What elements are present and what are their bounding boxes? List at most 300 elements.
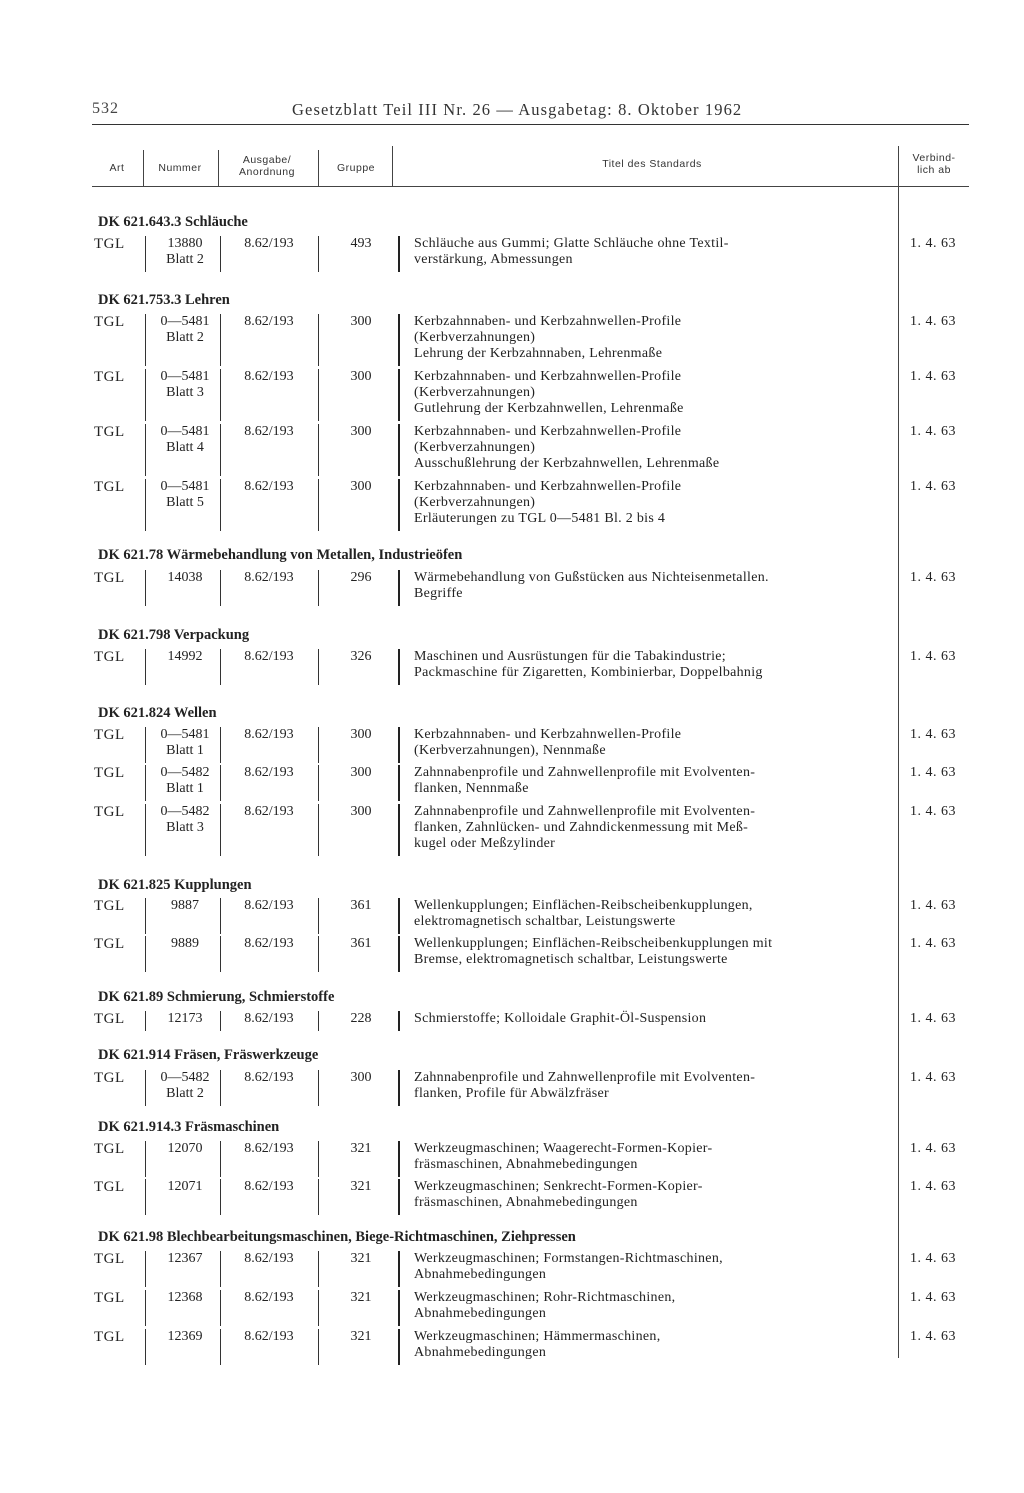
standard-entry (92, 1179, 969, 1215)
column-separator (145, 1070, 146, 1106)
standard-type: TGL (94, 1179, 125, 1195)
standard-order: 8.62/193 (244, 1141, 294, 1156)
standard-type: TGL (94, 804, 125, 820)
column-separator (220, 727, 221, 763)
standard-type: TGL (94, 727, 125, 743)
standard-title (414, 314, 884, 362)
page-header (92, 100, 972, 122)
standard-type: TGL (94, 1070, 125, 1086)
standard-title (414, 1179, 884, 1211)
standard-title-line: fräsmaschinen, Abnahmebedingungen (414, 1157, 638, 1172)
standard-number-cell (150, 898, 220, 914)
column-separator (220, 936, 221, 972)
standard-effective-date: 1. 4. 63 (910, 369, 956, 384)
standard-number-cell (150, 236, 220, 268)
standard-number: 12070 (167, 1141, 203, 1156)
standard-number: 0—5482 (160, 765, 210, 780)
column-separator (398, 1141, 400, 1177)
standard-group: 361 (350, 898, 372, 913)
standard-effective-date: 1. 4. 63 (910, 314, 956, 329)
column-separator (220, 1179, 221, 1215)
column-separator (398, 314, 400, 366)
standard-effective-date: 1. 4. 63 (910, 1251, 956, 1266)
standard-entry (92, 649, 969, 685)
column-separator (398, 936, 400, 972)
standard-entry (92, 1011, 969, 1031)
column-separator (145, 236, 146, 272)
column-separator (220, 765, 221, 801)
standard-number-cell (150, 479, 220, 511)
header-divider-4 (392, 146, 393, 186)
column-separator (145, 1251, 146, 1287)
standard-title-line: Begriffe (414, 586, 463, 601)
section-heading: DK 621.798 Verpackung (98, 627, 250, 643)
column-separator (145, 898, 146, 934)
standard-title-line: fräsmaschinen, Abnahmebedingungen (414, 1195, 638, 1210)
standard-entry (92, 1141, 969, 1177)
column-separator (318, 1329, 319, 1365)
standard-number: 12369 (167, 1329, 203, 1344)
column-separator (220, 1290, 221, 1326)
standard-title-line: flanken, Zahnlücken- und Zahndickenmessung mit Meß- (414, 820, 749, 835)
column-separator (398, 236, 400, 272)
standard-order: 8.62/193 (244, 765, 294, 780)
column-separator (318, 369, 319, 421)
standard-type: TGL (94, 236, 125, 252)
standard-title (414, 936, 884, 968)
section-heading: DK 621.643.3 Schläuche (98, 214, 248, 230)
column-separator (398, 1290, 400, 1326)
standard-effective-date: 1. 4. 63 (910, 1290, 956, 1305)
standard-title-line: Abnahmebedingungen (414, 1306, 547, 1321)
standard-sheet: Blatt 5 (166, 495, 204, 510)
standard-order: 8.62/193 (244, 424, 294, 439)
standard-effective-date: 1. 4. 63 (910, 1070, 956, 1085)
column-header-gruppe: Gruppe (336, 162, 376, 174)
standard-number-cell (150, 1070, 220, 1102)
standard-type: TGL (94, 898, 125, 914)
column-separator (220, 1070, 221, 1106)
running-title: Gesetzblatt Teil III Nr. 26 — Ausgabetag: 8. Oktober 1962 (292, 100, 743, 119)
standard-effective-date: 1. 4. 63 (910, 804, 956, 819)
column-separator (398, 570, 400, 606)
column-separator (220, 1329, 221, 1365)
standard-number-cell (150, 424, 220, 456)
column-separator (145, 1329, 146, 1365)
column-separator (220, 898, 221, 934)
standard-number: 13880 (167, 236, 203, 251)
standard-effective-date: 1. 4. 63 (910, 570, 956, 585)
standard-sheet: Blatt 1 (166, 743, 204, 758)
column-separator (220, 424, 221, 476)
standard-title-line: Werkzeugmaschinen; Formstangen-Richtmaschinen, (414, 1251, 723, 1266)
standard-type: TGL (94, 1251, 125, 1267)
standard-title-line: Erläuterungen zu TGL 0—5481 Bl. 2 bis 4 (414, 511, 666, 526)
standard-number-cell (150, 1011, 220, 1027)
column-separator (145, 936, 146, 972)
column-separator (398, 765, 400, 801)
standard-number: 12173 (167, 1011, 203, 1026)
standard-order: 8.62/193 (244, 570, 294, 585)
standard-title-line: (Kerbverzahnungen) (414, 440, 536, 455)
standard-group: 300 (350, 765, 372, 780)
standard-type: TGL (94, 1329, 125, 1345)
standard-number-cell (150, 1251, 220, 1267)
column-separator (145, 649, 146, 685)
standard-group: 321 (350, 1251, 372, 1266)
standard-sheet: Blatt 3 (166, 820, 204, 835)
column-separator (398, 369, 400, 421)
column-header-anordnung (220, 154, 314, 178)
standard-group: 300 (350, 727, 372, 742)
column-separator (318, 1141, 319, 1177)
column-separator (145, 424, 146, 476)
standard-title (414, 804, 884, 852)
standard-type: TGL (94, 936, 125, 952)
standard-title-line: Werkzeugmaschinen; Senkrecht-Formen-Kopier- (414, 1179, 703, 1194)
standard-title-line: Kerbzahnnaben- und Kerbzahnwellen-Profile (414, 424, 682, 439)
standard-title-line: Werkzeugmaschinen; Rohr-Richtmaschinen, (414, 1290, 676, 1305)
standard-number: 0—5482 (160, 1070, 210, 1085)
standard-effective-date: 1. 4. 63 (910, 236, 956, 251)
standard-title (414, 1070, 884, 1102)
standard-number: 0—5481 (160, 727, 210, 742)
standard-title (414, 1290, 884, 1322)
standard-group: 228 (350, 1011, 372, 1026)
standard-type: TGL (94, 479, 125, 495)
column-separator (220, 314, 221, 366)
column-headers (92, 148, 969, 186)
standard-group: 296 (350, 570, 372, 585)
standard-type: TGL (94, 570, 125, 586)
column-separator (220, 236, 221, 272)
standard-number: 12368 (167, 1290, 203, 1305)
column-separator (145, 369, 146, 421)
column-separator (318, 570, 319, 606)
standard-number: 0—5481 (160, 479, 210, 494)
standard-sheet: Blatt 2 (166, 252, 204, 267)
standard-entry (92, 369, 969, 421)
standard-title-line: Abnahmebedingungen (414, 1345, 547, 1360)
standard-title-line: Wärmebehandlung von Gußstücken aus Nichteisenmetallen. (414, 570, 769, 585)
standard-number-cell (150, 570, 220, 586)
standard-title-line: Kerbzahnnaben- und Kerbzahnwellen-Profile (414, 314, 682, 329)
column-separator (145, 479, 146, 531)
standard-type: TGL (94, 314, 125, 330)
column-separator (318, 479, 319, 531)
standard-number: 14992 (167, 649, 203, 664)
standard-type: TGL (94, 649, 125, 665)
standard-order: 8.62/193 (244, 314, 294, 329)
column-header-verbindlich (900, 152, 968, 176)
standard-title-line: Lehrung der Kerbzahnnaben, Lehrenmaße (414, 346, 663, 361)
standard-title (414, 570, 884, 602)
standard-type: TGL (94, 1290, 125, 1306)
column-separator (220, 1141, 221, 1177)
standard-number-cell (150, 936, 220, 952)
standard-group: 321 (350, 1329, 372, 1344)
column-separator (145, 804, 146, 856)
standard-order: 8.62/193 (244, 236, 294, 251)
standard-entry (92, 424, 969, 476)
standard-title-line: kugel oder Meßzylinder (414, 836, 556, 851)
standard-entry (92, 727, 969, 763)
column-separator (398, 1070, 400, 1106)
standard-group: 361 (350, 936, 372, 951)
column-separator (220, 570, 221, 606)
standard-title-line: Kerbzahnnaben- und Kerbzahnwellen-Profile (414, 727, 682, 742)
column-separator (318, 1290, 319, 1326)
column-separator (145, 1141, 146, 1177)
column-separator (220, 1251, 221, 1287)
column-separator (220, 1011, 221, 1031)
header-divider-1 (143, 150, 144, 186)
column-separator (398, 727, 400, 763)
standard-entry (92, 804, 969, 856)
standard-group: 300 (350, 1070, 372, 1085)
standard-number: 9889 (171, 936, 199, 951)
header-divider-2 (218, 150, 219, 186)
standard-group: 321 (350, 1141, 372, 1156)
standard-number-cell (150, 314, 220, 346)
standard-number-cell (150, 1290, 220, 1306)
header-divider-5 (898, 146, 899, 186)
standard-title-line: Zahnnabenprofile und Zahnwellenprofile mit Evolventen- (414, 1070, 756, 1085)
header-divider-3 (318, 150, 319, 186)
standard-entry (92, 236, 969, 272)
standard-title-line: elektromagnetisch schaltbar, Leistungswerte (414, 914, 676, 929)
standard-sheet: Blatt 3 (166, 385, 204, 400)
standard-number-cell (150, 804, 220, 836)
column-header-titel: Titel des Standards (602, 158, 702, 170)
standard-number-cell (150, 1141, 220, 1157)
standard-entry (92, 1251, 969, 1287)
standard-number: 9887 (171, 898, 199, 913)
standard-title-line: Zahnnabenprofile und Zahnwellenprofile mit Evolventen- (414, 804, 756, 819)
standard-title-line: Kerbzahnnaben- und Kerbzahnwellen-Profile (414, 479, 682, 494)
standard-number: 0—5481 (160, 424, 210, 439)
standard-title (414, 727, 884, 759)
standard-title-line: (Kerbverzahnungen) (414, 495, 536, 510)
standard-order: 8.62/193 (244, 369, 294, 384)
column-header-art: Art (109, 162, 125, 174)
section-heading: DK 621.98 Blechbearbeitungsmaschinen, Biege-Richtmaschinen, Ziehpressen (98, 1229, 576, 1245)
standard-entry (92, 936, 969, 972)
standard-type: TGL (94, 369, 125, 385)
standard-order: 8.62/193 (244, 479, 294, 494)
standard-title (414, 1141, 884, 1173)
standard-title-line: Ausschußlehrung der Kerbzahnwellen, Lehrenmaße (414, 456, 720, 471)
column-separator (145, 314, 146, 366)
standard-number-cell (150, 727, 220, 759)
standard-effective-date: 1. 4. 63 (910, 1179, 956, 1194)
standard-title-line: (Kerbverzahnungen) (414, 385, 536, 400)
standard-group: 300 (350, 369, 372, 384)
standard-order: 8.62/193 (244, 1290, 294, 1305)
standard-number: 0—5481 (160, 314, 210, 329)
standard-sheet: Blatt 4 (166, 440, 204, 455)
standard-effective-date: 1. 4. 63 (910, 898, 956, 913)
column-separator (220, 649, 221, 685)
standard-title-line: Wellenkupplungen; Einflächen-Reibscheibenkupplungen, (414, 898, 753, 913)
standard-title (414, 479, 884, 527)
column-separator (398, 424, 400, 476)
column-separator (318, 1179, 319, 1215)
section-heading: DK 621.89 Schmierung, Schmierstoffe (98, 989, 335, 1005)
column-separator (318, 936, 319, 972)
standard-title-line: Gutlehrung der Kerbzahnwellen, Lehrenmaße (414, 401, 684, 416)
column-separator (398, 1011, 400, 1031)
standard-order: 8.62/193 (244, 1070, 294, 1085)
standard-order: 8.62/193 (244, 804, 294, 819)
standard-title-line: Abnahmebedingungen (414, 1267, 547, 1282)
section-heading: DK 621.824 Wellen (98, 705, 217, 721)
column-separator (318, 727, 319, 763)
standard-title-line: Werkzeugmaschinen; Waagerecht-Formen-Kopier- (414, 1141, 713, 1156)
standard-group: 493 (350, 236, 372, 251)
standard-group: 321 (350, 1179, 372, 1194)
standard-type: TGL (94, 1011, 125, 1027)
standard-number: 12071 (167, 1179, 203, 1194)
standard-title-line: Schläuche aus Gummi; Glatte Schläuche ohne Textil- (414, 236, 729, 251)
standard-number-cell (150, 649, 220, 665)
standard-group: 300 (350, 479, 372, 494)
standard-title-line: Kerbzahnnaben- und Kerbzahnwellen-Profile (414, 369, 682, 384)
column-separator (318, 236, 319, 272)
standard-title (414, 1329, 884, 1361)
page-number: 532 (92, 100, 119, 117)
standard-entry (92, 1290, 969, 1326)
header-rule (92, 124, 969, 125)
standard-title-line: Werkzeugmaschinen; Hämmermaschinen, (414, 1329, 661, 1344)
standard-number: 12367 (167, 1251, 203, 1266)
standard-effective-date: 1. 4. 63 (910, 727, 956, 742)
standard-number: 0—5481 (160, 369, 210, 384)
standard-entry (92, 898, 969, 934)
standard-title-line: Maschinen und Ausrüstungen für die Tabakindustrie; (414, 649, 726, 664)
standard-effective-date: 1. 4. 63 (910, 424, 956, 439)
column-separator (145, 570, 146, 606)
column-separator (145, 727, 146, 763)
standard-effective-date: 1. 4. 63 (910, 1141, 956, 1156)
standard-order: 8.62/193 (244, 727, 294, 742)
standard-title (414, 765, 884, 797)
standard-effective-date: 1. 4. 63 (910, 479, 956, 494)
standard-effective-date: 1. 4. 63 (910, 1329, 956, 1344)
column-separator (318, 314, 319, 366)
standard-number-cell (150, 765, 220, 797)
standard-sheet: Blatt 2 (166, 330, 204, 345)
standard-effective-date: 1. 4. 63 (910, 649, 956, 664)
column-separator (318, 898, 319, 934)
standard-sheet: Blatt 2 (166, 1086, 204, 1101)
standard-order: 8.62/193 (244, 936, 294, 951)
column-separator (220, 479, 221, 531)
standard-group: 321 (350, 1290, 372, 1305)
section-heading: DK 621.914.3 Fräsmaschinen (98, 1119, 280, 1135)
standard-title-line: Bremse, elektromagnetisch schaltbar, Leistungswerte (414, 952, 728, 967)
standard-title-line: flanken, Nennmaße (414, 781, 529, 796)
column-separator (145, 1290, 146, 1326)
section-heading: DK 621.914 Fräsen, Fräswerkzeuge (98, 1047, 319, 1063)
standard-effective-date: 1. 4. 63 (910, 936, 956, 951)
column-header-verbindlich-line2: lich ab (917, 164, 951, 176)
standard-group: 300 (350, 424, 372, 439)
standard-number: 14038 (167, 570, 203, 585)
standard-entry (92, 570, 969, 606)
standard-sheet: Blatt 1 (166, 781, 204, 796)
column-separator (318, 804, 319, 856)
standard-title (414, 649, 884, 681)
standard-entry (92, 314, 969, 366)
column-separator (220, 369, 221, 421)
standard-type: TGL (94, 1141, 125, 1157)
column-separator (145, 1179, 146, 1215)
standard-title-line: Packmaschine für Zigaretten, Kombinierbar, Doppelbahnig (414, 665, 763, 680)
column-separator (145, 1011, 146, 1031)
standard-title (414, 1251, 884, 1283)
standard-title (414, 236, 884, 268)
standard-title (414, 424, 884, 472)
standard-entry (92, 1329, 969, 1365)
standard-order: 8.62/193 (244, 1329, 294, 1344)
column-separator (398, 1329, 400, 1365)
standard-order: 8.62/193 (244, 649, 294, 664)
column-separator (318, 649, 319, 685)
column-separator (398, 1251, 400, 1287)
column-separator (398, 804, 400, 856)
standard-title-line: (Kerbverzahnungen), Nennmaße (414, 743, 606, 758)
standard-number-cell (150, 369, 220, 401)
column-separator (398, 898, 400, 934)
column-separator (220, 804, 221, 856)
column-separator (318, 1251, 319, 1287)
standard-effective-date: 1. 4. 63 (910, 765, 956, 780)
standard-effective-date: 1. 4. 63 (910, 1011, 956, 1026)
standard-title-line: flanken, Profile für Abwälzfräser (414, 1086, 609, 1101)
standard-number-cell (150, 1179, 220, 1195)
standard-order: 8.62/193 (244, 1179, 294, 1194)
standard-type: TGL (94, 424, 125, 440)
standard-title-line: Wellenkupplungen; Einflächen-Reibscheibenkupplungen mit (414, 936, 773, 951)
standard-title (414, 898, 884, 930)
standard-group: 300 (350, 804, 372, 819)
standard-type: TGL (94, 765, 125, 781)
standard-entry (92, 479, 969, 531)
column-header-anordnung-line1: Ausgabe/ (242, 154, 292, 166)
standard-entry (92, 1070, 969, 1106)
standard-title-line: (Kerbverzahnungen) (414, 330, 536, 345)
standard-number: 0—5482 (160, 804, 210, 819)
standard-entry (92, 765, 969, 801)
standard-number-cell (150, 1329, 220, 1345)
section-heading: DK 621.753.3 Lehren (98, 292, 230, 308)
column-separator (398, 649, 400, 685)
column-separator (318, 1070, 319, 1106)
column-header-nummer: Nummer (158, 162, 202, 174)
column-separator (145, 765, 146, 801)
column-separator (398, 479, 400, 531)
section-heading: DK 621.78 Wärmebehandlung von Metallen, Industrieöfen (98, 547, 463, 563)
column-separator (318, 765, 319, 801)
section-heading: DK 621.825 Kupplungen (98, 877, 252, 893)
standard-title-line: Zahnnabenprofile und Zahnwellenprofile mit Evolventen- (414, 765, 756, 780)
standard-title-line: Schmierstoffe; Kolloidale Graphit-Öl-Suspension (414, 1011, 707, 1026)
column-header-rule (92, 186, 969, 187)
standard-order: 8.62/193 (244, 1011, 294, 1026)
standard-group: 300 (350, 314, 372, 329)
standard-group: 326 (350, 649, 372, 664)
